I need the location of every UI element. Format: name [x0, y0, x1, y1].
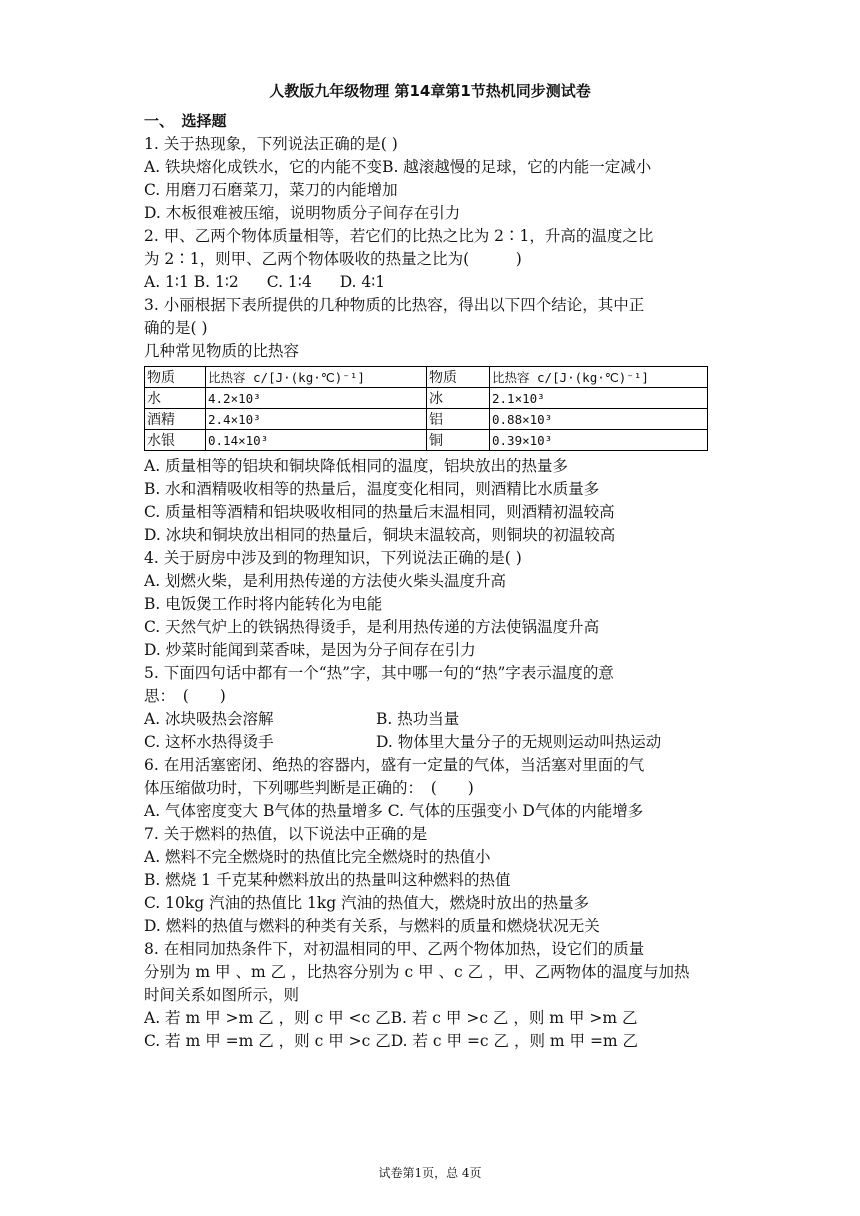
q5-stem-line1: 5. 下面四句话中都有一个“热”字，其中哪一句的“热”字表示温度的意: [144, 664, 614, 682]
q8-options-cd: [144, 1030, 724, 1053]
section-heading: 一、 选择题: [144, 112, 227, 130]
q2-option-c: C. 1∶4: [266, 273, 312, 291]
q1-option-a: A. 铁块熔化成铁水，它的内能不变: [144, 158, 383, 176]
table-row: [145, 388, 708, 409]
q8-option-d: D. 若 c 甲 =c 乙 ，则 m 甲 =m 乙: [390, 1032, 639, 1050]
exam-content: [144, 110, 724, 1053]
q6-stem-line2: 体压缩做功时，下列哪些判断是正确的： ( ): [144, 779, 474, 797]
table-cell: 0.39×10³: [490, 430, 708, 451]
q8-option-a: A. 若 m 甲 >m 乙 ，则 c 甲 <c 乙: [144, 1009, 391, 1027]
q7-option-d: D. 燃料的热值与燃料的种类有关系，与燃料的质量和燃烧状况无关: [144, 917, 600, 935]
q8-option-b: B. 若 c 甲 >c 乙 ，则 m 甲 >m 乙: [390, 1009, 638, 1027]
table-cell: 0.88×10³: [490, 409, 708, 430]
table-cell: 2.1×10³: [490, 388, 708, 409]
page-footer: 试卷第1页，总 4页: [378, 1166, 482, 1180]
q7-stem: 7. 关于燃料的热值，以下说法中正确的是: [144, 825, 428, 843]
q3-stem-line2: 确的是( ): [144, 319, 208, 337]
q8-stem-line3: 时间关系如图所示，则: [144, 986, 300, 1004]
q5-option-d: D. 物体里大量分子的无规则运动叫热运动: [376, 733, 662, 751]
q2-stem-line1: 2. 甲、乙两个物体质量相等，若它们的比热之比为 2∶1，升高的温度之比: [144, 227, 654, 245]
table-cell: 铝: [427, 409, 490, 430]
q1-options-ab: [144, 156, 724, 179]
table-cell: 铜: [427, 430, 490, 451]
table-cell: 2.4×10³: [206, 409, 427, 430]
q7-option-a: A. 燃料不完全燃烧时的热值比完全燃烧时的热值小: [144, 848, 491, 866]
q7-option-c: C. 10kg 汽油的热值比 1kg 汽油的热值大，燃烧时放出的热量多: [144, 894, 590, 912]
q3-option-b: B. 水和酒精吸收相等的热量后，温度变化相同，则酒精比水质量多: [144, 480, 600, 498]
q8-option-c: C. 若 m 甲 =m 乙 ，则 c 甲 >c 乙: [144, 1032, 391, 1050]
table-header-cell: 物质: [427, 367, 490, 388]
q8-stem-line2: 分别为 m 甲 、m 乙 ，比热容分别为 c 甲 、c 乙 ，甲、乙两物体的温度与加热: [144, 963, 690, 981]
q4-option-c: C. 天然气炉上的铁锅热得烫手，是利用热传递的方法使锅温度升高: [144, 618, 600, 636]
specific-heat-table: [144, 366, 708, 451]
table-header-cell: 比热容 c/[J·(kg·℃)⁻¹]: [490, 367, 708, 388]
table-cell: 0.14×10³: [206, 430, 427, 451]
q4-option-a: A. 划燃火柴，是利用热传递的方法使火柴头温度升高: [144, 572, 507, 590]
q2-options: [144, 271, 724, 294]
q5-option-b: B. 热功当量: [376, 710, 460, 728]
table-row: [145, 409, 708, 430]
q3-option-c: C. 质量相等酒精和铝块吸收相同的热量后末温相同，则酒精初温较高: [144, 503, 615, 521]
q4-option-d: D. 炒菜时能闻到菜香味，是因为分子间存在引力: [144, 641, 476, 659]
q5-options-cd: [144, 731, 724, 754]
q5-option-a: A. 冰块吸热会溶解: [144, 710, 274, 728]
table-header-cell: 物质: [145, 367, 206, 388]
page-title: 人教版九年级物理 第14章第1节热机同步测试卷: [269, 82, 591, 100]
q2-stem-line2: 为 2∶1，则甲、乙两个物体吸收的热量之比为( ): [144, 250, 522, 268]
q6-stem-line1: 6. 在用活塞密闭、绝热的容器内，盛有一定量的气体，当活塞对里面的气: [144, 756, 645, 774]
q1-option-b: B. 越滚越慢的足球，它的内能一定减小: [382, 158, 652, 176]
table-cell: 水银: [145, 430, 206, 451]
q3-option-d: D. 冰块和铜块放出相同的热量后，铜块末温较高，则铜块的初温较高: [144, 526, 616, 544]
table-row: [145, 430, 708, 451]
table-cell: 冰: [427, 388, 490, 409]
table-cell: 4.2×10³: [206, 388, 427, 409]
q3-table-caption: 几种常见物质的比热容: [144, 342, 300, 360]
q2-option-a: A. 1∶1: [144, 273, 189, 291]
q6-options: A. 气体密度变大 B气体的热量增多 C. 气体的压强变小 D气体的内能增多: [144, 802, 644, 820]
q8-stem-line1: 8. 在相同加热条件下，对初温相同的甲、乙两个物体加热，设它们的质量: [144, 940, 645, 958]
q2-option-d: D. 4∶1: [339, 273, 386, 291]
q5-options-ab: [144, 708, 724, 731]
q3-stem-line1: 3. 小丽根据下表所提供的几种物质的比热容，得出以下四个结论，其中正: [144, 296, 645, 314]
q1-stem: 1. 关于热现象，下列说法正确的是( ): [144, 135, 398, 153]
table-cell: 酒精: [145, 409, 206, 430]
q8-options-ab: [144, 1007, 724, 1030]
q5-stem-line2: 思： ( ): [144, 687, 226, 705]
q7-option-b: B. 燃烧 1 千克某种燃料放出的热量叫这种燃料的热值: [144, 871, 511, 889]
q5-option-c: C. 这杯水热得烫手: [144, 733, 274, 751]
q4-option-b: B. 电饭煲工作时将内能转化为电能: [144, 595, 383, 613]
q1-option-d: D. 木板很难被压缩，说明物质分子间存在引力: [144, 204, 461, 222]
q1-option-c: C. 用磨刀石磨菜刀，菜刀的内能增加: [144, 181, 398, 199]
q2-option-b: B. 1∶2: [193, 273, 239, 291]
q3-option-a: A. 质量相等的铝块和铜块降低相同的温度，铝块放出的热量多: [144, 457, 569, 475]
table-cell: 水: [145, 388, 206, 409]
table-header-row: [145, 367, 708, 388]
q4-stem: 4. 关于厨房中涉及到的物理知识，下列说法正确的是( ): [144, 549, 522, 567]
table-header-cell: 比热容 c/[J·(kg·℃)⁻¹]: [206, 367, 427, 388]
